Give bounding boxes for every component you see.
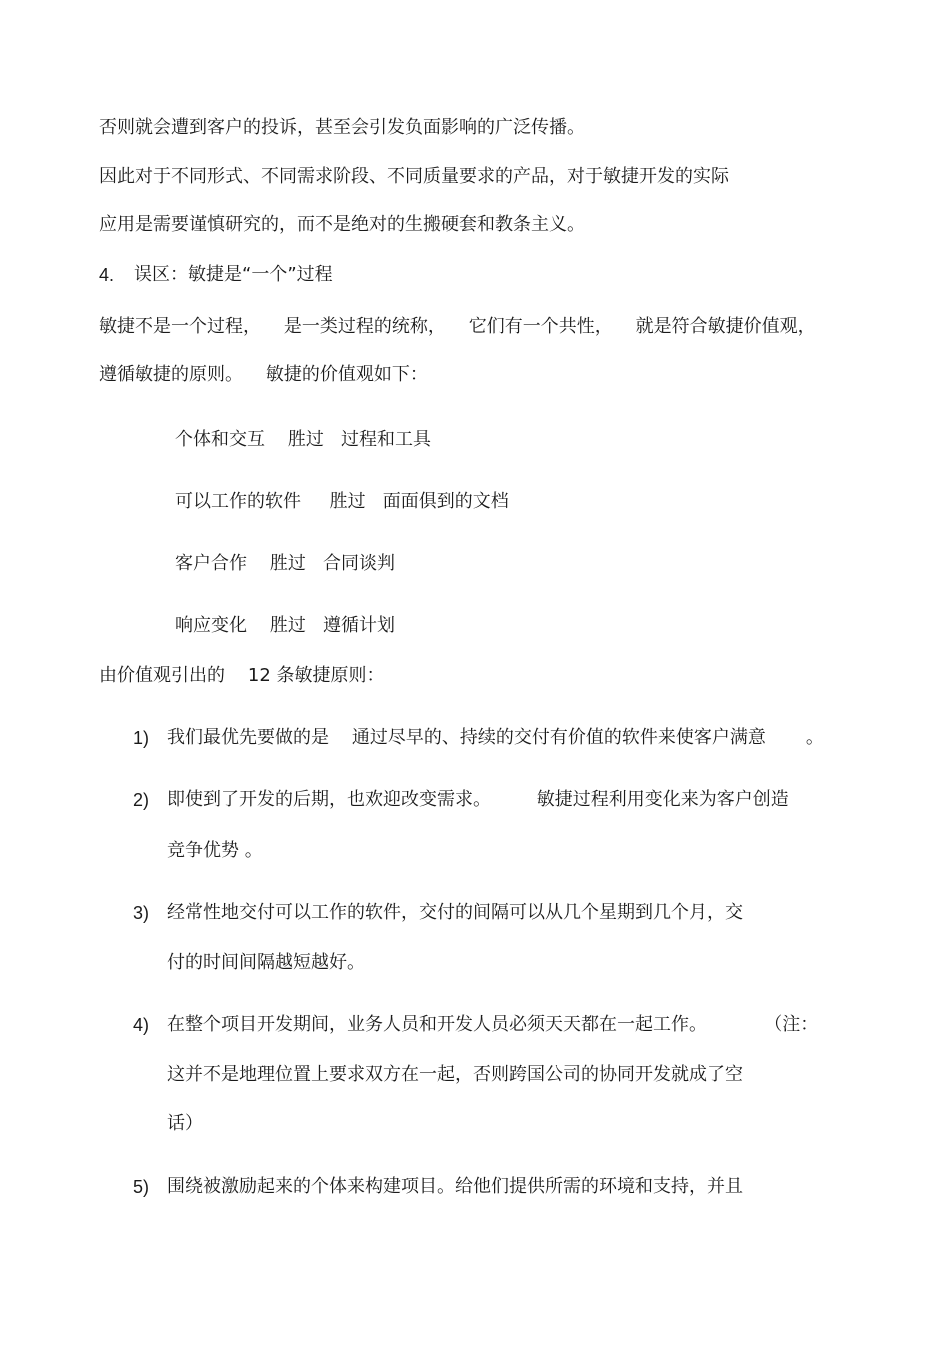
value-item: 个体和交互 胜过 过程和工具 <box>175 429 432 450</box>
principle-number: 4) <box>133 1015 150 1035</box>
principle-number: 5) <box>133 1177 150 1197</box>
section-heading: 误区：敏捷是“一个”过程 <box>134 264 333 285</box>
principle-number: 1) <box>133 728 150 748</box>
section-number: 4. <box>99 265 115 285</box>
principle-line: 经常性地交付可以工作的软件，交付的间隔可以从几个星期到几个月，交 <box>167 902 743 923</box>
value-item: 客户合作 胜过 合同谈判 <box>175 553 396 574</box>
principles-intro: 由价值观引出的 12 条敏捷原则： <box>99 665 385 686</box>
principle-number: 2) <box>133 790 150 810</box>
paragraph-line: 否则就会遭到客户的投诉，甚至会引发负面影响的广泛传播。 <box>99 117 585 138</box>
principle-line: 围绕被激励起来的个体来构建项目。给他们提供所需的环境和支持，并且 <box>167 1176 743 1197</box>
principle-line: 在整个项目开发期间，业务人员和开发人员必须天天都在一起工作。 （注： <box>167 1014 819 1035</box>
paragraph-line: 因此对于不同形式、不同需求阶段、不同质量要求的产品，对于敏捷开发的实际 <box>99 166 729 187</box>
paragraph-line: 遵循敏捷的原则。 敏捷的价值观如下： <box>99 364 428 385</box>
value-item: 可以工作的软件 胜过 面面俱到的文档 <box>175 491 509 512</box>
principle-line: 这并不是地理位置上要求双方在一起，否则跨国公司的协同开发就成了空 <box>167 1064 743 1085</box>
principle-line: 即使到了开发的后期，也欢迎改变需求。 敏捷过程利用变化来为客户创造 <box>167 789 789 810</box>
principle-line: 话） <box>167 1113 203 1134</box>
principle-number: 3) <box>133 903 150 923</box>
value-item: 响应变化 胜过 遵循计划 <box>175 615 396 636</box>
paragraph-line: 敏捷不是一个过程， 是一类过程的统称， 它们有一个共性， 就是符合敏捷价值观， <box>99 316 816 337</box>
principle-line: 我们最优先要做的是 通过尽早的、持续的交付有价值的软件来使客户满意 。 <box>167 727 824 748</box>
principle-line: 付的时间间隔越短越好。 <box>167 952 365 973</box>
principle-line: 竞争优势 。 <box>167 840 263 861</box>
paragraph-line: 应用是需要谨慎研究的，而不是绝对的生搬硬套和教条主义。 <box>99 214 585 235</box>
